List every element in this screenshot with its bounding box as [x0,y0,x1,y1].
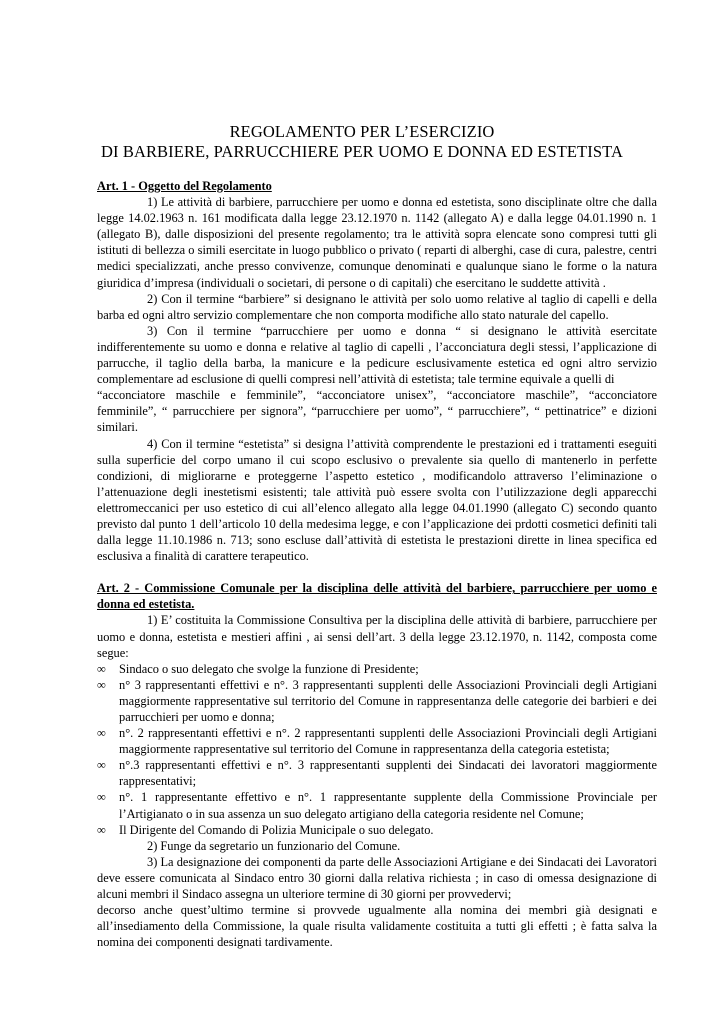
infinity-bullet-icon: ∞ [97,822,106,837]
list-item [97,725,657,757]
article-2-paragraph-2: 2) Funge da segretario un funzionario del Comune. [147,838,401,853]
article-1-paragraph-1: 1) Le attività di barbiere, parrucchiere per uomo e donna ed estetista, sono disciplinate oltre che dalla legge 14.02.1963 n. 161 modificata dalla legge 23.12.1970 n. 1142 (allegato A) e dalla legge 04.01.1990 n. 1 (allegato B), dalle disposizioni del presente regolamento; tra le attività sopra elencate sono compresi tutti gli istituti di bellezza o simili esercitate in luogo pubblico o privato ( reparti di alberghi, case di cura, palestre, centri medici specializzati, anche presso convivenze, comunque denominati e qualunque siano le forme o la natura giuridica d’impresa (individuali o societari, di persone o di capitali) che esercitano le suddette attività . [97,195,657,290]
title-line-2: DI BARBIERE, PARRUCCHIERE PER UOMO E DONNA ED ESTETISTA [101,142,623,161]
list-item-text: Il Dirigente del Comando di Polizia Municipale o suo delegato. [119,822,434,837]
commission-members-list [97,661,657,838]
list-item-text: n° 3 rappresentanti effettivi e n°. 3 rappresentanti supplenti delle Associazioni Provinciali degli Artigiani maggiormente rappresentative sul territorio del Comune in rappresentanza delle categorie dei barbieri e dei parrucchieri per uomo e donna; [119,677,657,724]
list-item [97,757,657,789]
article-2 [97,580,657,950]
infinity-bullet-icon: ∞ [97,726,106,741]
article-1-paragraph-4: 4) Con il termine “estetista” si designa l’attività comprendente le prestazioni ed i trattamenti eseguiti sulla superficie del corpo umano il cui scopo esclusivo o prevalente sia quello di mantenerlo in perfette condizioni, di migliorarne e proteggerne l’aspetto estetico , modificandolo attraverso l’eliminazione o l’attenuazione degli inestetismi esistenti; tale attività può essere svolta con l’utilizzazione degli apparecchi elettromeccanici per uso estetico di cui all’elenco allegato alla legge 04.01.1990 (allegato C) secondo quanto previsto dal punto 1 dell’articolo 10 della medesima legge, e con l’applicazione dei prdotti cosmetici definiti tali dalla legge 11.10.1986 n. 713; sono escluse dall’attività di estetista le prestazioni dirette in linea specifica ed esclusiva a finalità di carattere terapeutico. [97,436,657,564]
list-item-text: n°.3 rappresentanti effettivi e n°. 3 rappresentanti supplenti dei Sindacati dei lavoratori maggiormente rappresentativi; [119,758,657,789]
list-item-text: n°. 1 rappresentante effettivo e n°. 1 rappresentante supplente della Commissione Provinciale per l’Artigianato o in sua assenza un suo delegato artigiano della categoria residente nel Comune; [119,790,657,821]
article-2-paragraph-3: 3) La designazione dei componenti da parte delle Associazioni Artigiane e dei Sindacati dei Lavoratori deve essere comunicata al Sindaco entro 30 giorni dalla relativa richiesta ; in caso di omessa designazione di alcuni membri il Sindaco assegna un ulteriore termine di 30 giorni per provvedervi; [97,854,657,902]
infinity-bullet-icon: ∞ [97,758,106,773]
title-line-1: REGOLAMENTO PER L’ESERCIZIO [229,122,495,141]
list-item-text: Sindaco o suo delegato che svolge la funzione di Presidente; [119,661,419,676]
article-1-paragraph-3: 3) Con il termine “parrucchiere per uomo e donna “ si designano le attività esercitate indifferentemente su uomo e donna e relative al taglio di capelli , l’acconciatura degli stessi, l’applicazione di parrucche, il taglio della barba, la manicure e la pedicure esclusivamente estetica ed ogni altro servizio complementare ad esclusione di quelli compresi nell’attività di estetista; tale termine equivale a quelli di [97,323,657,387]
infinity-bullet-icon: ∞ [97,790,106,805]
article-2-paragraph-1: 1) E’ costituita la Commissione Consultiva per la disciplina delle attività di barbiere, parrucchiere per uomo e donna, estetista e mestieri affini , ai sensi dell’art. 3 della legge 23.12.1970, n. 1142, composta come segue: [97,613,657,660]
article-1 [97,178,657,564]
infinity-bullet-icon: ∞ [97,661,106,676]
article-1-heading: Art. 1 - Oggetto del Regolamento [97,179,272,193]
article-2-paragraph-3-continued: decorso anche quest’ultimo termine si provvede ugualmente alla nomina dei membri già designati e all’insediamento della Commissione, la quale risulta validamente costituita a tutti gli effetti ; è fatta salva la nomina dei componenti designati tardivamente. [97,903,657,950]
section-spacer [97,564,657,580]
article-1-paragraph-3-continued: “acconciatore maschile e femminile”, “acconciatore unisex”, “acconciatore maschile”, “acconciatore femminile”, “ parrucchiere per signora”, “parrucchiere per uomo”, “ parrucchiere”, “ pettinatrice” e dizioni similari. [97,388,657,435]
document-body [97,178,657,950]
article-2-heading: Art. 2 - Commissione Comunale per la disciplina delle attività del barbiere, parrucchiere per uomo e donna ed estetista. [97,581,657,612]
list-item [97,661,657,677]
list-item [97,677,657,725]
infinity-bullet-icon: ∞ [97,677,106,692]
list-item [97,789,657,821]
article-1-paragraph-2: 2) Con il termine “barbiere” si designano le attività per solo uomo relative al taglio di capelli e della barba ed ogni altro servizio complementare che non comporta modifiche allo stato naturale del capello. [97,291,657,322]
document-title [0,122,724,162]
list-item [97,822,657,838]
list-item-text: n°. 2 rappresentanti effettivi e n°. 2 rappresentanti supplenti delle Associazioni Provinciali degli Artigiani maggiormente rappresentative sul territorio del Comune in rappresentanza della categoria estetista; [119,726,657,757]
